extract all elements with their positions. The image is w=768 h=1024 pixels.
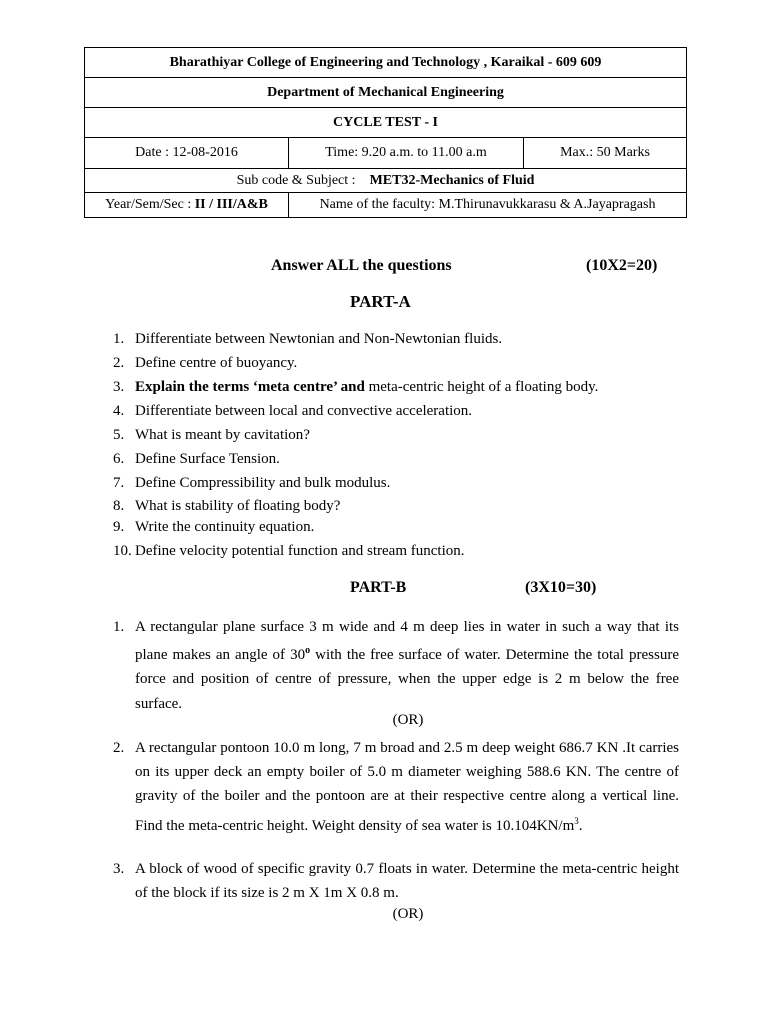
question-number: 10. [113,543,132,559]
part-a-question-9 [113,519,314,536]
part-a-question-6 [113,451,280,468]
max-marks: Max.: 50 Marks [524,138,687,169]
part-a-question-3 [113,379,598,396]
subject-label: Sub code & Subject : [236,172,356,188]
exam-header-table [84,47,687,218]
subject-value: MET32-Mechanics of Fluid [369,172,535,188]
subject-row [85,169,687,193]
question-text: Define velocity potential function and stream function. [135,543,465,559]
question-text [135,615,679,716]
part-a-question-2 [113,355,297,372]
question-number: 4. [113,403,125,419]
question-bold-text: Explain the terms ‘meta centre’ and [135,379,365,395]
or-separator: (OR) [392,906,424,922]
question-number: 1. [113,331,125,347]
question-text: meta-centric height of a floating body. [364,379,599,395]
question-text: What is stability of floating body? [135,498,341,514]
question-text: What is meant by cavitation? [135,427,310,443]
year-sem-sec [85,193,289,218]
question-text-part: A rectangular plane surface 3 m wide and 4 m deep lies in water in such a way that its plane makes an angle of 30 [135,619,679,664]
question-text [135,736,679,838]
part-a-question-5 [113,427,310,444]
question-text-part: A rectangular pontoon 10.0 m long, 7 m broad and 2.5 m deep weight 686.7 KN .It carries on its upper deck an empty boiler of 5.0 m diameter weighing 588.6 KN. The centre of gravity of the boiler and the pontoon are at their respective centre along a vertical line. Find the meta-centric height. Weight density of sea water is 10.104KN/m [135,740,679,834]
part-b-title: PART-B [350,579,407,596]
question-text: Differentiate between Newtonian and Non-Newtonian fluids. [135,331,503,347]
question-number: 1. [113,619,125,635]
question-number: 7. [113,475,125,491]
question-number: 2. [113,355,125,371]
year-label: Year/Sem/Sec : [105,197,195,212]
question-text-part: . [578,817,583,834]
exam-date: Date : 12-08-2016 [85,138,289,169]
college-name: Bharathiyar College of Engineering and Technology , Karaikal - 609 609 [85,48,687,78]
part-b-marks: (3X10=30) [525,579,597,596]
department-name: Department of Mechanical Engineering [85,78,687,108]
superscript: o [305,645,311,657]
part-a-title: PART-A [350,292,411,311]
part-b-question-2 [113,736,679,838]
part-b-question-3 [113,857,679,905]
instructions-marks: (10X2=20) [586,257,658,274]
question-text-part: A block of wood of specific gravity 0.7 floats in water. Determine the meta-centric height of the block if its size is 2 m X 1m X 0.8 m. [135,861,679,902]
exam-time: Time: 9.20 a.m. to 11.00 a.m [289,138,524,169]
question-text: Write the continuity equation. [135,519,315,535]
part-b-question-1 [113,615,679,716]
question-text: Define Compressibility and bulk modulus. [135,475,391,491]
part-a-question-4 [113,403,472,420]
question-text: Define centre of buoyancy. [135,355,298,371]
faculty-name: Name of the faculty: M.Thirunavukkarasu & A.Jayapragash [289,193,687,218]
instructions-text: Answer ALL the questions [271,257,452,274]
question-number: 9. [113,519,125,535]
question-number: 8. [113,498,125,514]
test-name: CYCLE TEST - I [85,108,687,138]
or-separator: (OR) [392,712,424,728]
question-text: Define Surface Tension. [135,451,280,467]
question-number: 3. [113,861,125,877]
year-value: II / III/A&B [194,197,268,212]
part-a-question-1 [113,331,502,348]
question-text: Differentiate between local and convective acceleration. [135,403,473,419]
question-text-part: with the free surface of water. Determine the total pressure force and position of centre of pressure, when the upper edge is 2 m below the free surface. [135,647,679,712]
question-number: 5. [113,427,125,443]
part-a-question-10 [113,543,464,560]
part-a-question-8 [113,498,340,515]
question-text [135,857,679,905]
question-number: 3. [113,379,125,395]
superscript: 3 [574,815,579,826]
question-number: 6. [113,451,125,467]
question-number: 2. [113,740,125,756]
part-a-question-7 [113,475,390,492]
